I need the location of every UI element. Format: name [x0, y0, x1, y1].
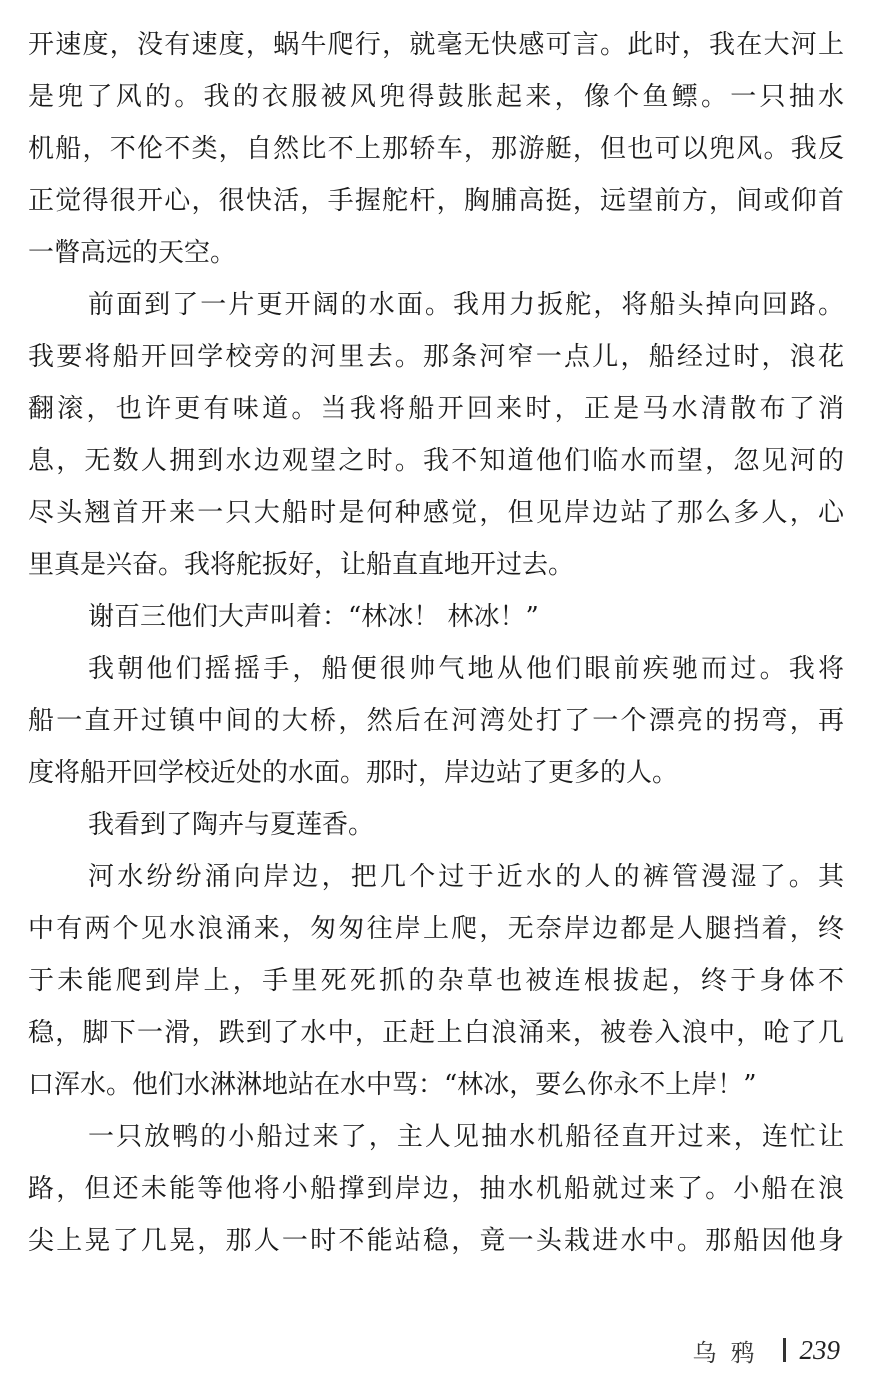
text-line: 机船，不伦不类，自然比不上那轿车，那游艇，但也可以兜风。我反	[28, 134, 844, 164]
text-line: 尽头翘首开来一只大船时是何种感觉，但见岸边站了那么多人，心	[28, 498, 844, 528]
text-line: 中有两个见水浪涌来，匆匆往岸上爬，无奈岸边都是人腿挡着，终	[28, 914, 844, 944]
text-line: 翻滚，也许更有味道。当我将船开回来时，正是马水清散布了消	[28, 394, 844, 424]
text-line: 口浑水。他们水淋淋地站在水中骂：“林冰，要么你永不上岸！”	[28, 1070, 757, 1100]
text-line: 船一直开过镇中间的大桥，然后在河湾处打了一个漂亮的拐弯，再	[28, 706, 844, 736]
text-line: 尖上晃了几晃，那人一时不能站稳，竟一头栽进水中。那船因他身	[28, 1226, 844, 1256]
paragraph-start-line: 谢百三他们大声叫着：“林冰！ 林冰！”	[88, 602, 539, 632]
text-line: 是兜了风的。我的衣服被风兜得鼓胀起来，像个鱼鳔。一只抽水	[28, 82, 844, 112]
page-number: 239	[799, 1334, 840, 1365]
text-line: 我要将船开回学校旁的河里去。那条河窄一点儿，船经过时，浪花	[28, 342, 844, 372]
paragraph-start-line: 河水纷纷涌向岸边，把几个过于近水的人的裤管漫湿了。其	[88, 862, 844, 892]
page-footer	[693, 1330, 841, 1370]
text-line: 稳，脚下一滑，跌到了水中，正赶上白浪涌来，被卷入浪中，呛了几	[28, 1018, 844, 1048]
text-line: 一瞥高远的天空。	[28, 238, 237, 268]
paragraph-start-line: 我看到了陶卉与夏莲香。	[88, 810, 375, 840]
text-line: 于未能爬到岸上，手里死死抓的杂草也被连根拔起，终于身体不	[28, 966, 844, 996]
text-line: 正觉得很开心，很快活，手握舵杆，胸脯高挺，远望前方，间或仰首	[28, 186, 844, 216]
paragraph-start-line: 一只放鸭的小船过来了，主人见抽水机船径直开过来，连忙让	[88, 1122, 844, 1152]
text-line: 开速度，没有速度，蜗牛爬行，就毫无快感可言。此时，我在大河上	[28, 30, 844, 60]
text-line: 路，但还未能等他将小船撑到岸边，抽水机船就过来了。小船在浪	[28, 1174, 844, 1204]
footer-divider	[783, 1338, 786, 1362]
body-text	[28, 19, 844, 1267]
paragraph-start-line: 我朝他们摇摇手，船便很帅气地从他们眼前疾驰而过。我将	[88, 654, 844, 684]
paragraph-start-line: 前面到了一片更开阔的水面。我用力扳舵，将船头掉向回路。	[88, 290, 844, 320]
text-line: 里真是兴奋。我将舵扳好，让船直直地开过去。	[28, 550, 575, 580]
text-line: 息，无数人拥到水边观望之时。我不知道他们临水而望，忽见河的	[28, 446, 844, 476]
text-line: 度将船开回学校近处的水面。那时，岸边站了更多的人。	[28, 758, 679, 788]
running-title: 乌鸦	[692, 1338, 769, 1367]
